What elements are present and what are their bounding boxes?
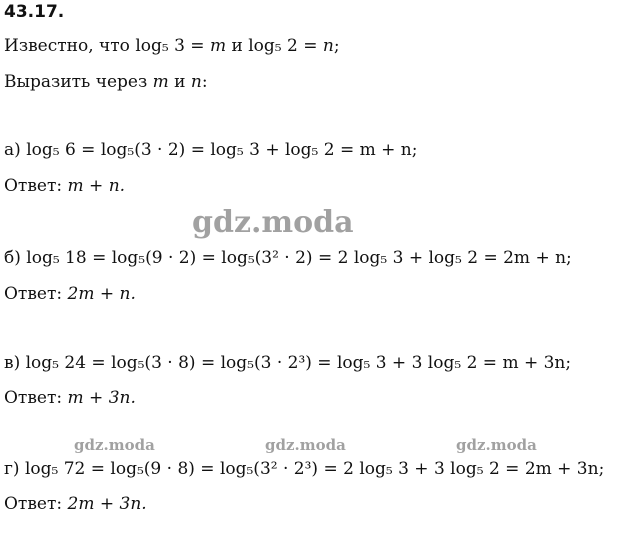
task-lead: Выразить через: [4, 72, 148, 92]
answer-value: m + n.: [67, 176, 126, 196]
part-v-label: в): [4, 353, 21, 373]
part-b-line: [4, 248, 572, 268]
part-a-answer: [4, 176, 125, 196]
answer-value: m + 3n.: [67, 388, 136, 408]
part-g-expr: log₅ 72 = log₅(9 · 8) = log₅(3² · 2³) = 2 log₅ 3 + 3 log₅ 2 = 2m + 3n;: [24, 459, 605, 479]
given-eq2: log₅ 2 =: [248, 36, 323, 56]
given-m: m: [209, 36, 227, 56]
part-v-expr: log₅ 24 = log₅(3 · 8) = log₅(3 · 2³) = log₅ 3 + 3 log₅ 2 = m + 3n;: [25, 353, 572, 373]
part-a-line: [4, 140, 418, 160]
answer-label: Ответ:: [4, 284, 63, 304]
task-m: m: [152, 72, 169, 92]
given-line: [4, 36, 340, 56]
answer-value: 2m + n.: [67, 284, 136, 304]
part-b-answer: [4, 284, 136, 304]
answer-label: Ответ:: [4, 388, 63, 408]
task-and: и: [174, 72, 186, 92]
part-a-label: а): [4, 140, 21, 160]
part-g-answer: [4, 494, 147, 514]
given-eq1: log₅ 3 =: [135, 36, 210, 56]
part-a-expr: log₅ 6 = log₅(3 · 2) = log₅ 3 + log₅ 2 = m + n;: [26, 140, 418, 160]
answer-label: Ответ:: [4, 494, 63, 514]
given-lead: Известно, что: [4, 36, 130, 56]
part-g-label: г): [4, 459, 20, 479]
part-g-line: [4, 459, 604, 479]
part-v-line: [4, 353, 571, 373]
task-n: n: [190, 72, 202, 92]
part-v-answer: [4, 388, 136, 408]
answer-label: Ответ:: [4, 176, 63, 196]
watermark-small: gdz.moda: [265, 436, 346, 454]
given-n: n: [322, 36, 334, 56]
watermark-small: gdz.moda: [74, 436, 155, 454]
problem-number: 43.17.: [4, 2, 65, 22]
part-b-expr: log₅ 18 = log₅(9 · 2) = log₅(3² · 2) = 2 log₅ 3 + log₅ 2 = 2m + n;: [26, 248, 572, 268]
given-and: и: [231, 36, 243, 56]
given-end: ;: [333, 36, 340, 56]
task-end: :: [201, 72, 208, 92]
task-line: [4, 72, 208, 92]
watermark-small: gdz.moda: [456, 436, 537, 454]
part-b-label: б): [4, 248, 21, 268]
watermark: gdz.moda: [192, 205, 354, 240]
answer-value: 2m + 3n.: [67, 494, 147, 514]
